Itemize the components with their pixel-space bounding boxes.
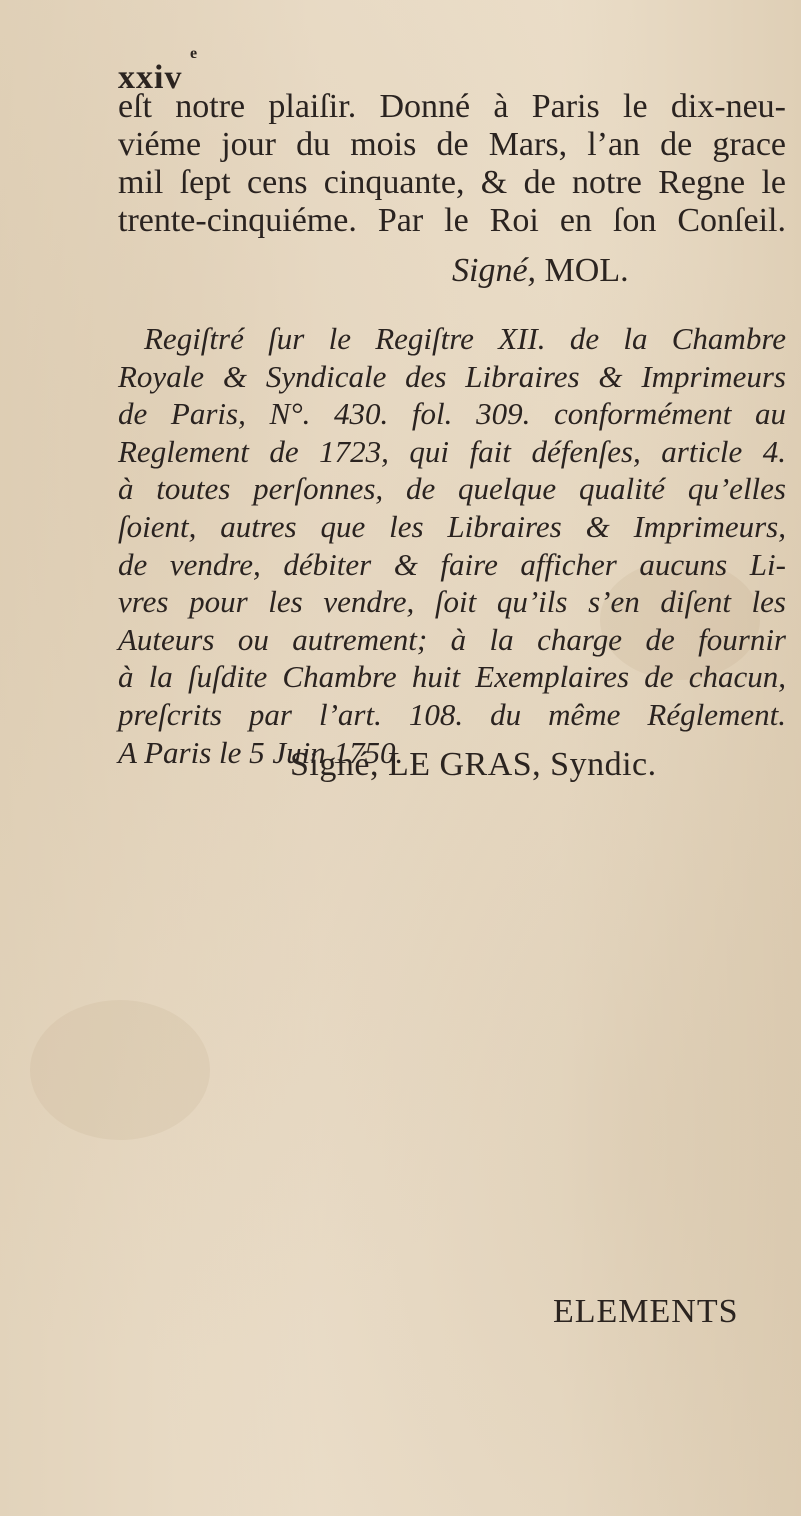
registration-line: Reglement de 1723, qui fait défenſes, article 4. xyxy=(118,433,786,469)
registration-line: Regiſtré ſur le Regiſtre XII. de la Chambre xyxy=(144,321,786,356)
catchword: ELEMENTS xyxy=(553,1293,739,1330)
registration-line: Royale & Syndicale des Libraires & Imprimeurs xyxy=(118,358,786,394)
registration-line: à la ſuſdite Chambre huit Exemplaires de chacun, xyxy=(118,659,786,695)
signature-mol xyxy=(452,252,629,290)
registration-line: preſcrits par l’art. 108. du même Réglement. xyxy=(118,696,786,732)
signed-prefix: Signé, xyxy=(452,252,537,289)
privilege-line: mil ſept cens cinquante, & de notre Regne le xyxy=(118,164,786,201)
registration-line: de Paris, N°. 430. fol. 309. conformément au xyxy=(118,396,786,432)
privilege-line: viéme jour du mois de Mars, l’an de grace xyxy=(118,126,786,163)
privilege-line: trente-cinquiéme. Par le Roi en ſon Conſeil. xyxy=(118,202,786,239)
registration-line: à toutes perſonnes, de quelque qualité qu’elles xyxy=(118,471,786,507)
registration-line: vres pour les vendre, ſoit qu’ils s’en diſent les xyxy=(118,584,786,620)
registration-line: Auteurs ou autrement; à la charge de fournir xyxy=(118,621,786,657)
paper-stain xyxy=(30,1000,210,1140)
privilege-line: eſt notre plaiſir. Donné à Paris le dix-neu- xyxy=(118,88,786,125)
registration-line: ſoient, autres que les Libraires & Imprimeurs, xyxy=(118,508,786,544)
registration-line: de vendre, débiter & faire afficher aucuns Li- xyxy=(118,546,786,582)
registration-line: A Paris le 5 Juin 1750. xyxy=(118,734,404,770)
signatory-name: MOL. xyxy=(544,252,629,289)
registration-paragraph xyxy=(118,320,786,771)
folio-superscript: e xyxy=(190,45,198,62)
syndic-signature: Signé, LE GRAS, Syndic. xyxy=(290,746,657,783)
privilege-paragraph xyxy=(118,88,786,240)
page-number: xxiv xyxy=(118,59,183,96)
